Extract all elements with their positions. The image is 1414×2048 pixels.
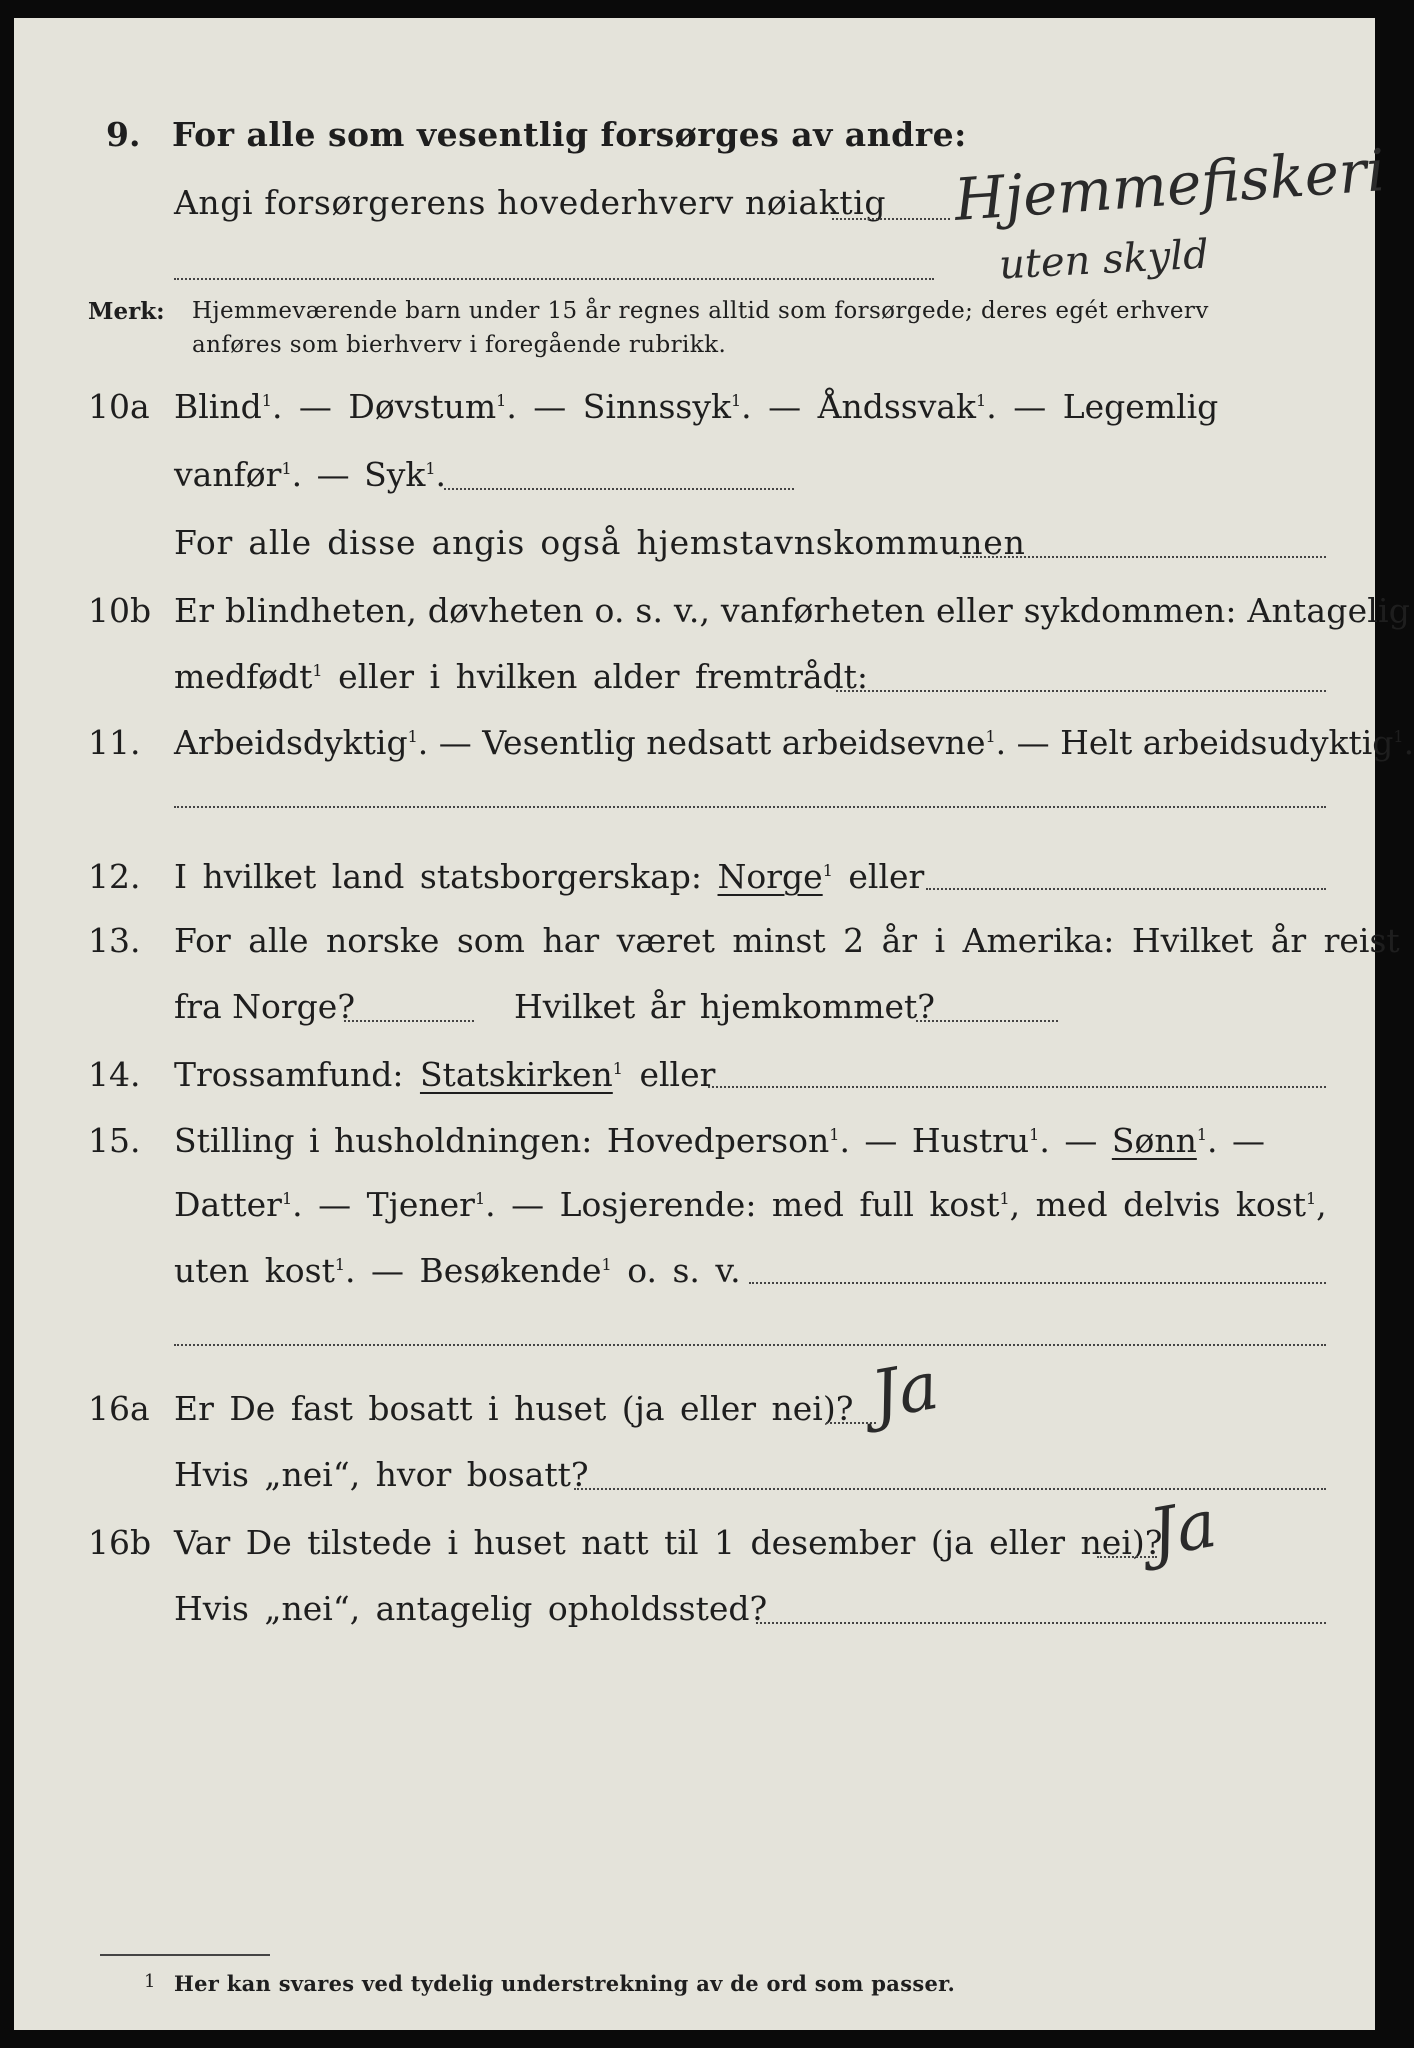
- q10a-legemlig: . — Legemlig: [986, 387, 1219, 426]
- q15-number: 15.: [88, 1121, 141, 1160]
- q10a-vanfor: vanfør: [174, 455, 282, 494]
- q10a-blind: Blind: [174, 387, 262, 426]
- footnote-text: Her kan svares ved tydelig understrekning av de ord som passer.: [174, 1971, 956, 1996]
- q15-sonn-underlined: Sønn: [1111, 1121, 1197, 1160]
- q10a-number: 10a: [88, 387, 150, 426]
- q15-line-1: Stilling i husholdningen: Hovedperson$^1$. — Hustru$^1$. — Sønn$^1$. —: [174, 1121, 1265, 1160]
- q12-number: 12.: [88, 857, 141, 896]
- q10b-line-2: medfødt$^1$ eller i hvilken alder fremtrådt:: [174, 657, 869, 696]
- q16b-answer-line: [1097, 1556, 1157, 1558]
- q10b-medfodt: medfødt: [174, 657, 313, 696]
- q11-udyktig: . — Helt arbeidsudyktig: [995, 723, 1394, 762]
- merk-text-2: anføres som bierhverv i foregående rubrikk.: [192, 332, 727, 358]
- q9-answer-line-2: [174, 278, 934, 280]
- q9-answer-line: [832, 218, 950, 220]
- q9-number: 9.: [106, 115, 141, 154]
- footnote-mark: 1: [144, 1971, 156, 1992]
- q10a-line-2: vanfør$^1$. — Syk$^1$.: [174, 455, 447, 494]
- q10a-syk: . — Syk: [291, 455, 426, 494]
- q11-number: 11.: [88, 723, 141, 762]
- q9-heading: For alle som vesentlig forsørges av andre:: [172, 115, 967, 154]
- q16b-opholdssted-line: [756, 1622, 1326, 1624]
- q10b-answer-line: [836, 690, 1326, 692]
- census-form-page: [14, 18, 1414, 2030]
- q10a-dovstum: . — Døvstum: [271, 387, 497, 426]
- q13-hjemkommet-line: [916, 1020, 1058, 1022]
- q10a-hjemstavn-line: [960, 556, 1326, 558]
- q10a-line-3: For alle disse angis også hjemstavnskommunen: [174, 523, 1026, 562]
- q16b-followup: Hvis „nei“, antagelig opholdssted?: [174, 1589, 768, 1628]
- q11-nedsatt: . — Vesentlig nedsatt arbeidsevne: [417, 723, 986, 762]
- q16b-handwritten-answer: Ja: [1143, 1484, 1222, 1573]
- q10a-line-1: Blind$^1$. — Døvstum$^1$. — Sinnssyk$^1$. — Åndssvak$^1$. — Legemlig: [174, 387, 1219, 426]
- q16a-number: 16a: [88, 1389, 150, 1428]
- q16a-answer-line: [826, 1422, 876, 1424]
- q14-line: Trossamfund: Statskirken$^1$ eller: [174, 1055, 716, 1094]
- q16b-question: Var De tilstede i huset natt til 1 desember (ja eller nei)?: [174, 1523, 1163, 1562]
- q15-answer-line-2: [174, 1344, 1326, 1346]
- q10b-alder: eller i hvilken alder fremtrådt:: [322, 657, 869, 696]
- q16a-followup: Hvis „nei“, hvor bosatt?: [174, 1455, 589, 1494]
- q16a-handwritten-answer: Ja: [865, 1346, 944, 1435]
- q10a-sinnssyk: . — Sinnssyk: [506, 387, 731, 426]
- q9-handwritten-answer-1: Hjemmefiskeri: [952, 136, 1388, 234]
- q13-line-2a: fra Norge?: [174, 987, 356, 1026]
- q15-answer-line: [749, 1282, 1326, 1284]
- q10b-number: 10b: [88, 591, 152, 630]
- q15-line-2: Datter$^1$. — Tjener$^1$. — Losjerende: med full kost$^1$, med delvis kost$^1$,: [174, 1185, 1327, 1224]
- q16a-bosatt-line: [574, 1488, 1326, 1490]
- q13-line-2b: Hvilket år hjemkommet?: [514, 987, 935, 1026]
- q12-line: I hvilket land statsborgerskap: Norge$^1$ eller: [174, 857, 925, 896]
- q14-statskirken-underlined: Statskirken: [419, 1055, 613, 1094]
- q10b-line-1: Er blindheten, døvheten o. s. v., vanførheten eller sykdommen: Antagelig: [174, 591, 1411, 630]
- q10a-andssvak: . — Åndssvak: [741, 387, 977, 426]
- q12-norge-underlined: Norge: [717, 857, 823, 896]
- q14-answer-line: [708, 1086, 1326, 1088]
- q15-line-3: uten kost$^1$. — Besøkende$^1$ o. s. v.: [174, 1251, 741, 1290]
- q12-answer-line: [926, 888, 1326, 890]
- q16a-question: Er De fast bosatt i huset (ja eller nei)?: [174, 1389, 854, 1428]
- q13-line-1: For alle norske som har været minst 2 år i Amerika: Hvilket år reist: [174, 921, 1400, 960]
- q13-reist-line: [344, 1020, 474, 1022]
- q9-question: Angi forsørgerens hovederhverv nøiaktig: [174, 183, 887, 222]
- q9-handwritten-answer-2: uten skyld: [997, 231, 1210, 289]
- q10a-answer-line: [444, 488, 794, 490]
- q13-number: 13.: [88, 921, 141, 960]
- q11-line: Arbeidsdyktig$^1$. — Vesentlig nedsatt arbeidsevne$^1$. — Helt arbeidsudyktig$^1$.: [174, 723, 1414, 762]
- merk-label: Merk:: [88, 298, 165, 325]
- q11-answer-line: [174, 806, 1326, 808]
- q16b-number: 16b: [88, 1523, 152, 1562]
- q14-number: 14.: [88, 1055, 141, 1094]
- q11-arbeidsdyktig: Arbeidsdyktig: [174, 723, 408, 762]
- footnote-rule: [100, 1954, 270, 1956]
- merk-text-1: Hjemmeværende barn under 15 år regnes alltid som forsørgede; deres egét erhverv: [192, 298, 1209, 324]
